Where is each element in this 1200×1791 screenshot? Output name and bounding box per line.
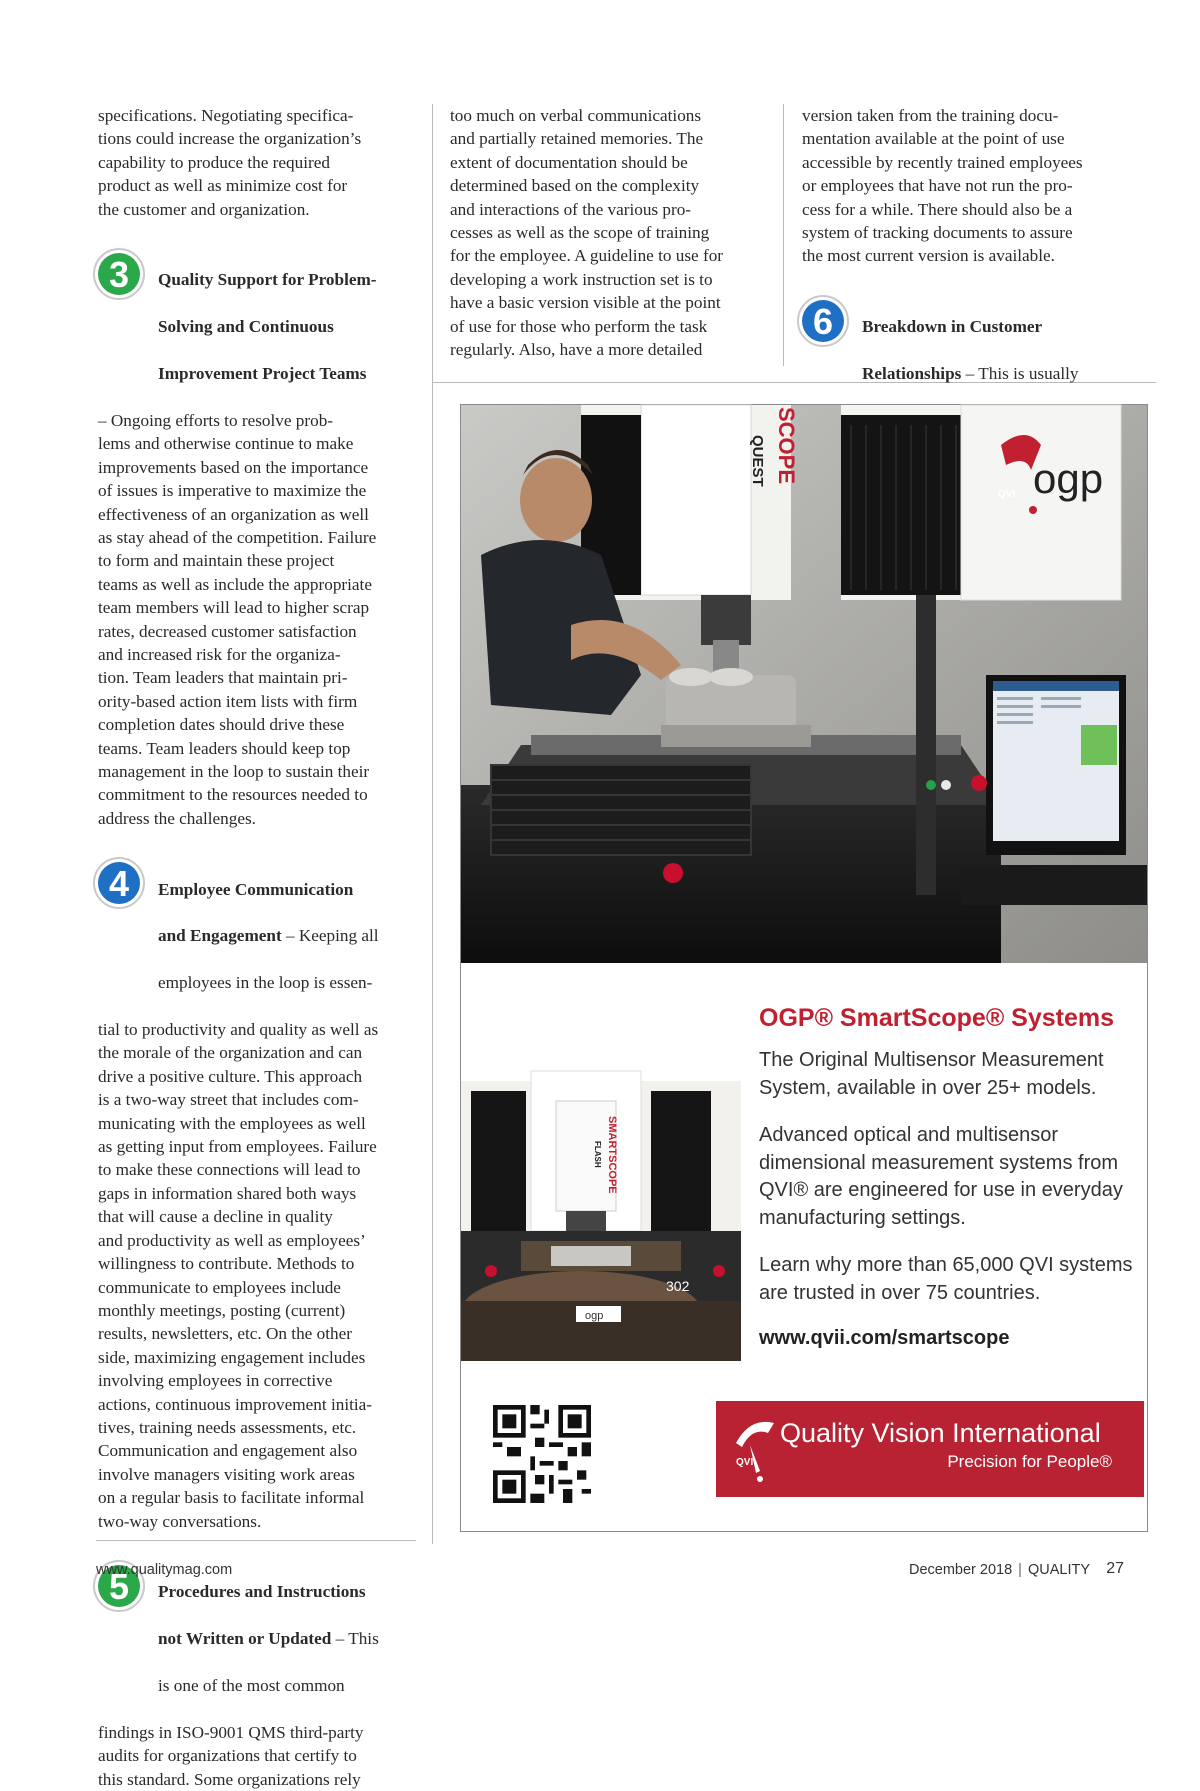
product-brand-text: SMARTSCOPE	[606, 1116, 618, 1194]
page-number: 27	[1106, 1560, 1124, 1577]
ogp-logo-text: ogp	[1033, 455, 1104, 502]
column-divider-2	[783, 104, 784, 366]
ad-website-link[interactable]: www.qvii.com/smartscope	[759, 1327, 1010, 1349]
ad-headline: OGP® SmartScope® Systems	[759, 1004, 1115, 1032]
qvi-banner	[716, 1401, 1144, 1497]
section-5-heading-line-1: Procedures and Instructions	[158, 1582, 366, 1602]
footer-magazine-name: QUALITY	[1027, 1562, 1090, 1578]
column-2-text: too much on verbal communications and partially retained memories. The extent of documentation should be determined based on the complexity and interactions of the various pro- cesses as well as the scope of training for the employee. A guideline to use for developing a work instruction set is to have a basic version visible at the point of use for those who perform the task regularly. Also, have a more detailed	[450, 106, 724, 360]
machine-brand-text: SCOPE	[774, 407, 799, 485]
section-5	[98, 1557, 413, 1791]
section-5-heading-line-2: not Written or Updated	[158, 1629, 332, 1649]
footer-website[interactable]: www.qualitymag.com	[96, 1562, 233, 1578]
section-3-heading-line-2: Solving and Continuous	[158, 317, 334, 337]
svg-text:5: 5	[108, 1565, 130, 1607]
section-4-indent-line: employees in the loop is essen-	[158, 973, 373, 993]
ad-paragraph-2: Advanced optical and multisensor dimensional measurement systems from QVI® are engineered for use in everyday manufacturing settings.	[759, 1124, 1123, 1229]
number-3-badge-icon	[92, 247, 146, 301]
measurement-machine-photo	[461, 405, 1147, 963]
svg-text:6: 6	[812, 300, 834, 342]
company-tagline: Precision for People®	[947, 1452, 1112, 1471]
ad-paragraph-1: The Original Multisensor Measurement System, available in over 25+ models.	[759, 1049, 1104, 1099]
svg-text:3: 3	[108, 254, 130, 296]
qvi-logo-icon	[730, 1415, 780, 1485]
svg-text:4: 4	[108, 863, 130, 905]
section-3-heading-line-1: Quality Support for Problem-	[158, 270, 377, 290]
ad-copy	[759, 1003, 1144, 1350]
section-3	[98, 245, 413, 830]
column-divider-1	[432, 104, 433, 1544]
section-4-body: tial to productivity and quality as well as the morale of the organization and can drive a positive culture. This approach is a two-way street that includes com- municating with the employees as well as getting input from employees. Failure to make these connections will lead to gaps in information shared both ways that will cause a decline in quality and productivity as well as employees’ willingness to contribute. Methods to communicate to employees include monthly meetings, posting (current) results, newsletters, etc. On the other side, maximizing engagement includes involving employees in corrective actions, continuous improvement initia- tives, training needs assessments, etc. Communication and engagement also involve managers visiting work areas on a regular basis to facilitate informal two-way conversations.	[98, 1020, 379, 1531]
section-4-heading-line-2: and Engagement	[158, 926, 282, 946]
number-4-badge-icon	[92, 856, 146, 910]
section-5-indent-line: is one of the most common	[158, 1676, 345, 1695]
section-4-heading-line-1: Employee Communication	[158, 879, 354, 899]
number-6-badge-icon	[796, 294, 850, 348]
ogp-logo-sub: QVI	[998, 489, 1016, 500]
machine-model-text: QUEST	[749, 435, 766, 487]
footer-issue-date: December 2018	[909, 1562, 1013, 1578]
article-column-2	[450, 104, 770, 361]
smartscope-product-image	[461, 1071, 741, 1361]
article-column-3	[802, 104, 1132, 456]
section-6-heading-line-2: Relationships	[862, 364, 962, 384]
section-6-heading-line-1: Breakdown in Customer	[862, 317, 1043, 337]
section-3-heading-line-3: Improvement Project Teams	[158, 364, 367, 384]
ad-photo	[461, 405, 1147, 963]
qvi-logo-sub: QVI	[736, 1457, 754, 1468]
section-3-body: – Ongoing efforts to resolve prob- lems and otherwise continue to make improvements based on the importance of issues is imperative to maximize the effectiveness of an organization as well as stay ahead of the competition. Failure to form and maintain these project teams as well as include the appropriate team members will lead to higher scrap rates, decreased customer satisfaction and increased risk for the organiza- tion. Team leaders that maintain pri- ority-based action item lists with firm completion dates should drive these teams. Team leaders should keep top management in the loop to sustain their commitment to the resources needed to address the challenges.	[98, 410, 377, 828]
product-number-text: 302	[666, 1278, 690, 1294]
product-model-text: FLASH	[593, 1141, 602, 1168]
advertisement[interactable]	[460, 404, 1148, 1532]
section-6-heading-rest: – This is usually	[961, 364, 1079, 384]
qr-code-icon[interactable]	[493, 1405, 591, 1503]
column-3-text: version taken from the training docu- mentation available at the point of use accessible by recently trained employees or employees that have not run the pro- cess for a while. There should also be a system of tracking documents to assure the most current version is available.	[802, 106, 1083, 266]
section-5-heading-rest: – This	[331, 1629, 379, 1649]
intro-paragraph: specifications. Negotiating specifica- tions could increase the organization’s capability to produce the required product as well as minimize cost for the customer and organization.	[98, 106, 362, 219]
product-logo-text: ogp	[585, 1310, 604, 1322]
footer-issue: December 2018 | QUALITY	[909, 1562, 1090, 1578]
section-5-body: findings in ISO-9001 QMS third-party audits for organizations that certify to this standard. Some organizations rely	[98, 1722, 364, 1789]
section-4-heading-rest: – Keeping all	[281, 926, 379, 946]
company-name: Quality Vision International	[780, 1418, 1101, 1448]
section-4	[98, 854, 413, 1533]
article-column-1	[98, 104, 413, 1791]
ad-paragraph-3: Learn why more than 65,000 QVI systems are trusted in over 75 countries.	[759, 1254, 1133, 1304]
